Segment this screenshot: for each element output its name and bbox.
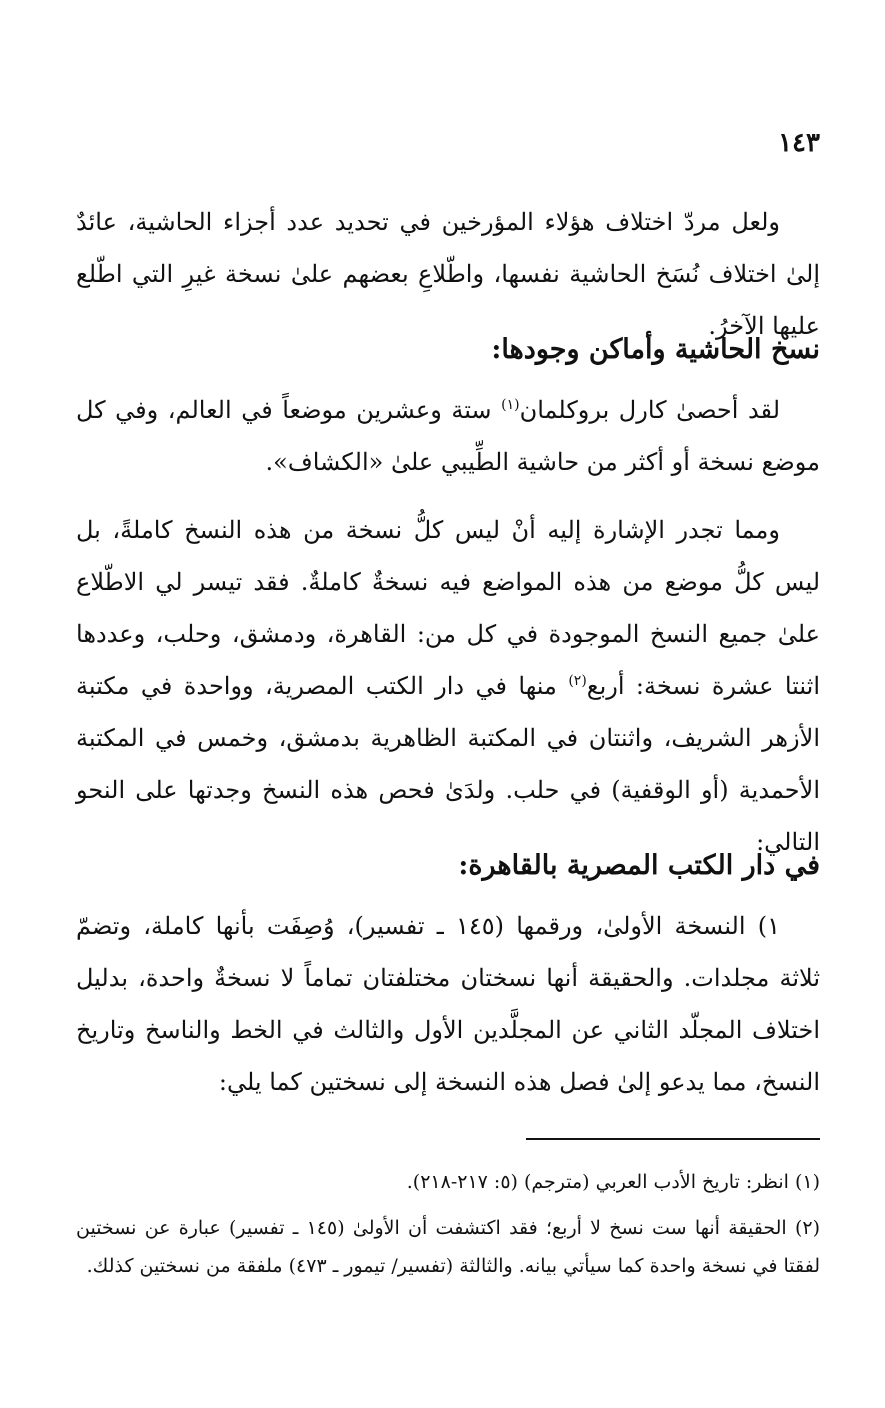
footnote-ref-1: (١): [501, 397, 520, 413]
footnote-divider: [526, 1138, 820, 1140]
footnote-ref-2: (٢): [568, 673, 587, 689]
paragraph-intro: ولعل مردّ اختلاف هؤلاء المؤرخين في تحديد عدد أجزاء الحاشية، عائدٌ إلىٰ اختلاف نُسَخ الحاشية نفسها، واطّلاعِ بعضهم علىٰ نسخة غيرِ التي اطّلع عليها الآخرُ.: [76, 208, 821, 340]
paragraph-copies-survey-text-1: ومما تجدر الإشارة إليه أنْ ليس كلُّ نسخة من هذه النسخ كاملةً، بل ليس كلُّ موضع من هذه المواضع فيه نسخةٌ كاملةٌ. فقد تيسر لي الاطّلاع علىٰ جميع النسخ الموجودة في كل من: القاهرة، ودمشق، وحلب، وعددها اثنتا عشرة نسخة: أربع: [76, 516, 821, 700]
paragraph-first-copy: ١) النسخة الأولىٰ، ورقمها (١٤٥ ـ تفسير)، وُصِفَت بأنها كاملة، وتضمّ ثلاثة مجلدات. والحقيقة أنها نسختان مختلفتان تماماً لا نسخةٌ واحدة، بدليل اختلاف المجلّد الثاني عن المجلَّدين الأول والثالث في الخط والناسخ وتاريخ النسخ، مما يدعو إلىٰ فصل هذه النسخة إلى نسختين كما يلي:: [76, 912, 820, 1096]
footnote-2: (٢) الحقيقة أنها ست نسخ لا أربع؛ فقد اكتشفت أن الأولىٰ (١٤٥ ـ تفسير) عبارة عن نسختين لفقتا في نسخة واحدة كما سيأتي بيانه. والثالثة (تفسير/ تيمور ـ ٤٧٣) ملفقة من نسختين كذلك.: [76, 1217, 821, 1277]
book-page: [76, 0, 820, 1408]
paragraph-brockelmann-text-2: ستة وعشرين موضعاً في العالم، وفي كل موضع نسخة أو أكثر من حاشية الطِّيبي علىٰ «الكشاف».: [76, 396, 820, 476]
paragraph-copies-survey-text-2: منها في دار الكتب المصرية، وواحدة في مكتبة الأزهر الشريف، واثنتان في المكتبة الظاهرية بدمشق، وخمس في المكتبة الأحمدية (أو الوقفية) في حلب. ولدَىٰ فحص هذه النسخ وجدتها على النحو التالي:: [76, 672, 820, 856]
paragraph-brockelmann: [76, 384, 820, 488]
page-number: ١٤٣: [778, 128, 820, 158]
paragraph-brockelmann-text-1: لقد أحصىٰ كارل بروكلمان: [519, 396, 781, 424]
section-heading-manuscripts: نسخ الحاشية وأماكن وجودها:: [491, 334, 820, 365]
section-heading-cairo: في دار الكتب المصرية بالقاهرة:: [458, 850, 820, 881]
footnote-1: (١) انظر: تاريخ الأدب العربي (مترجم) (٥: ٢١٧-٢١٨).: [406, 1171, 820, 1193]
paragraph-copies-survey: [76, 504, 820, 868]
